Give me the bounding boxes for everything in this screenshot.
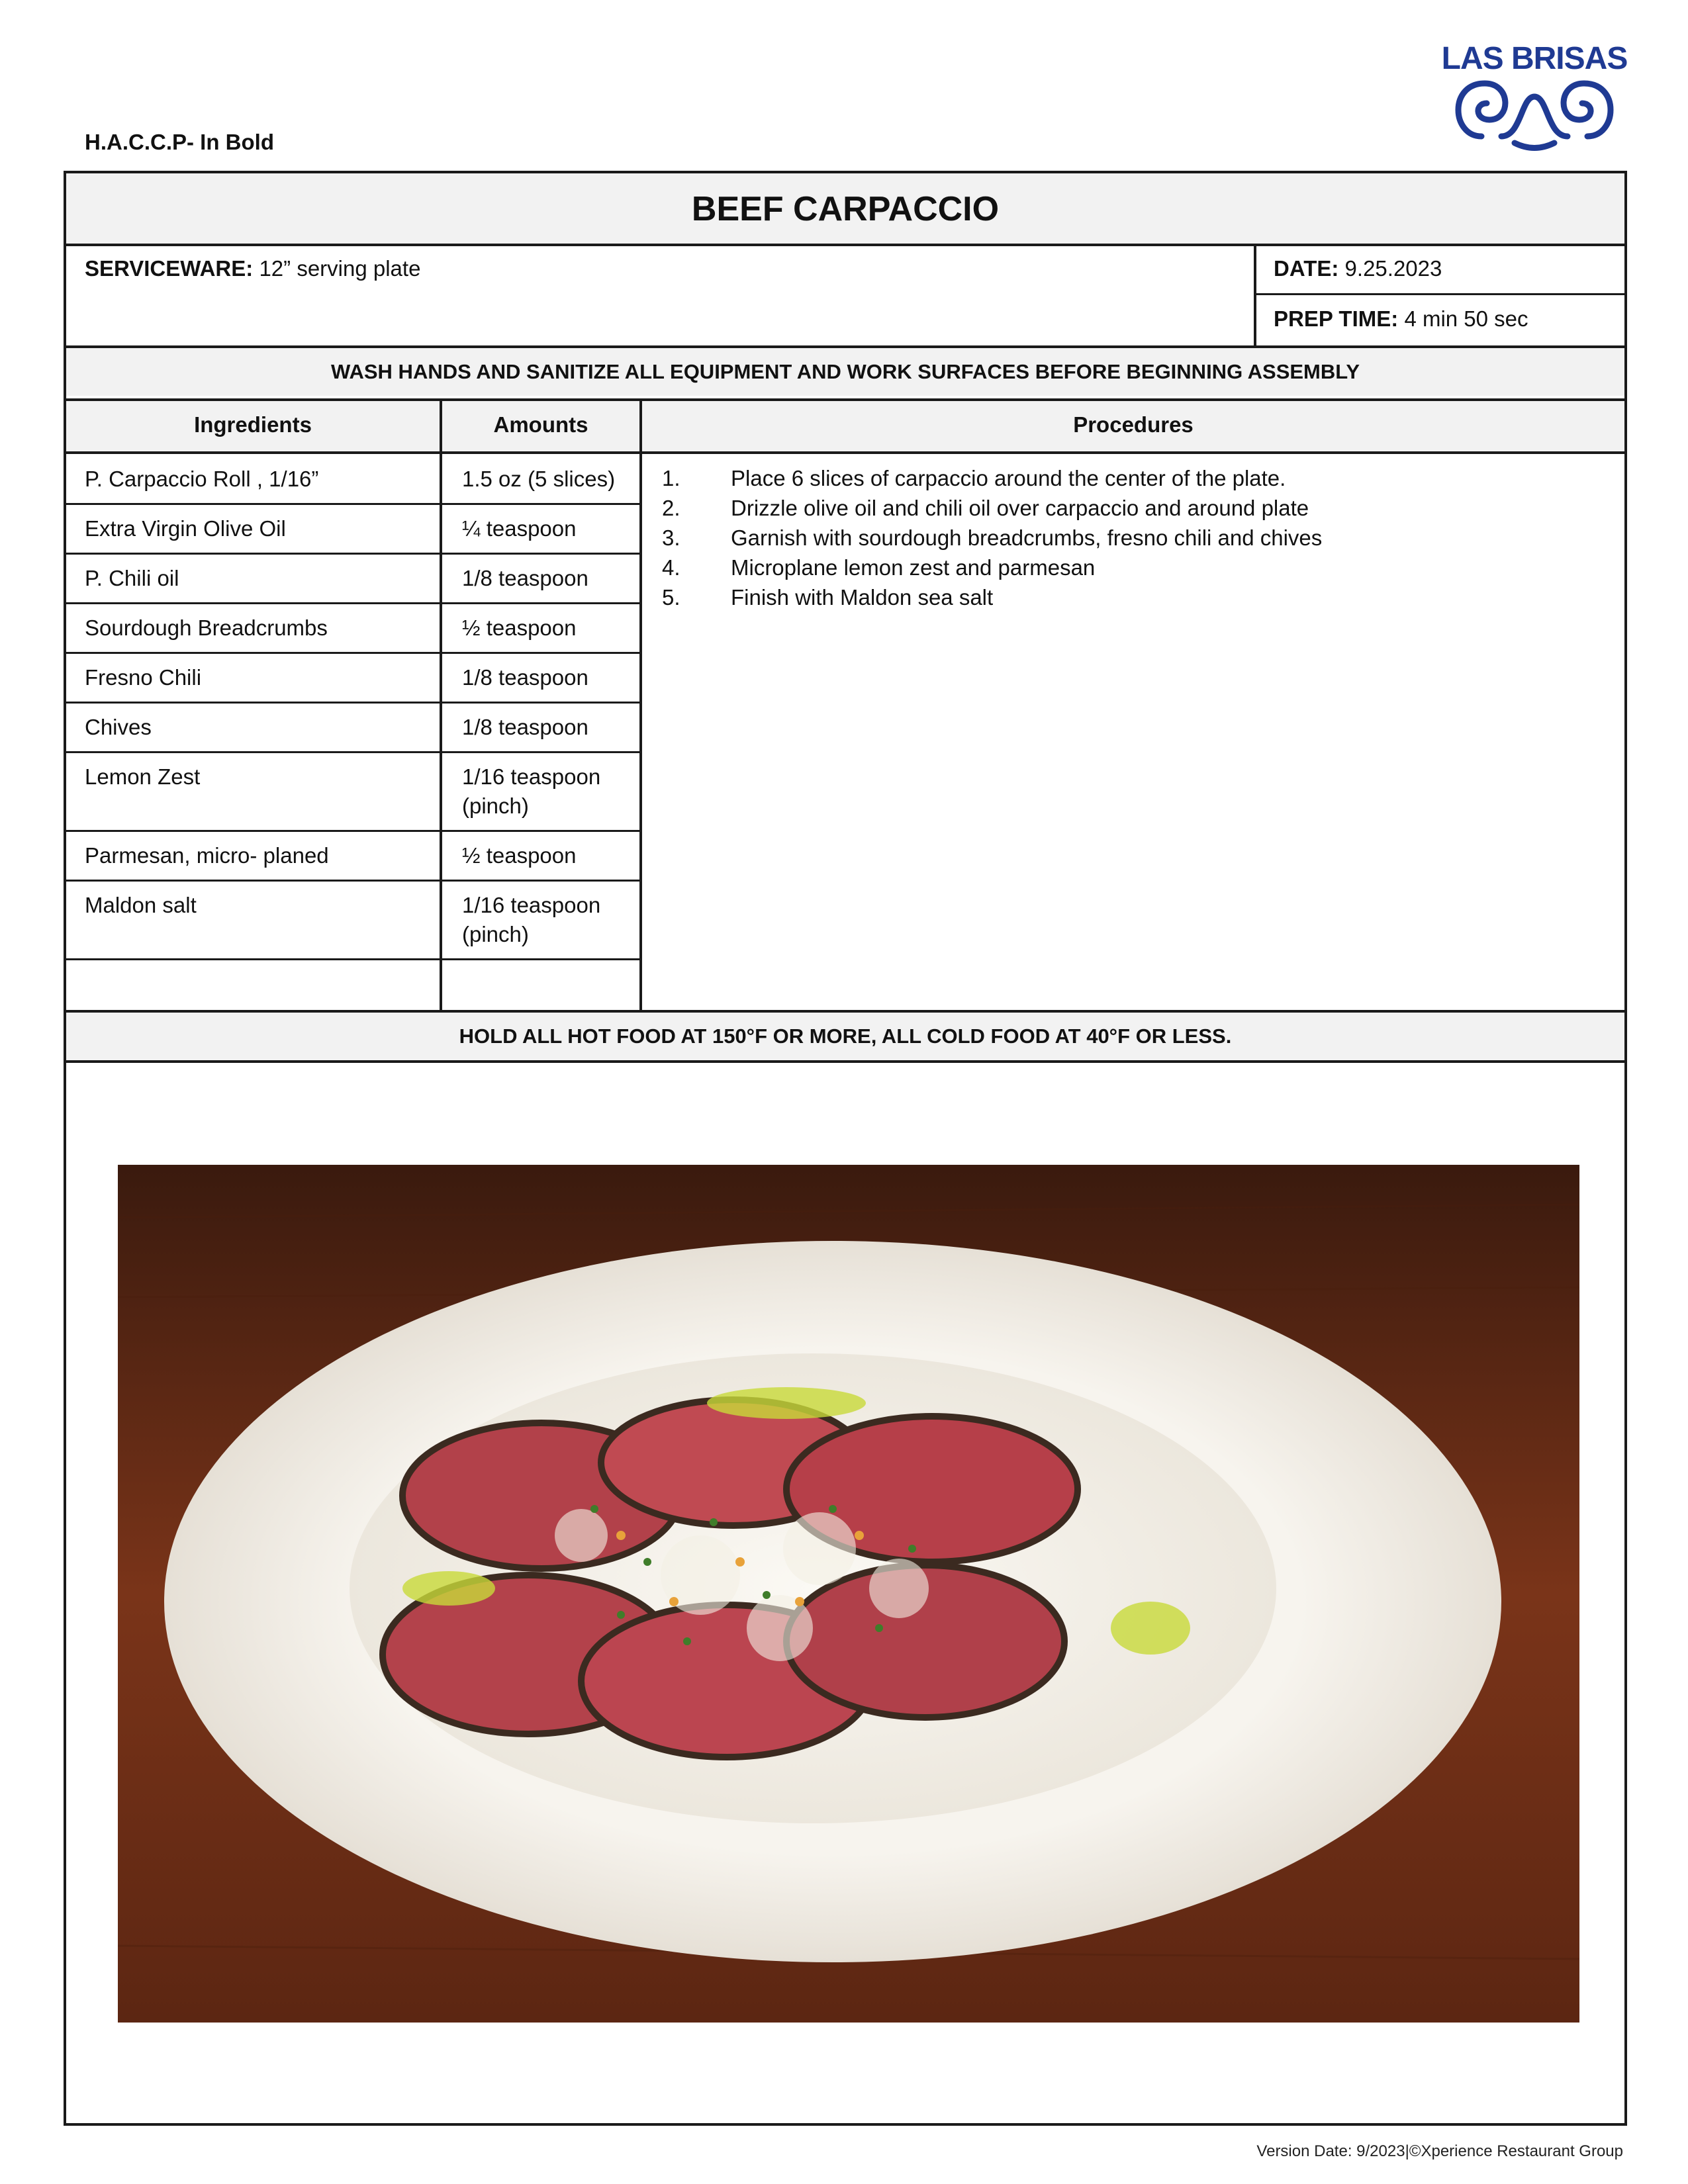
ingredients-header: Ingredients: [194, 412, 312, 437]
procedure-step-text: Place 6 slices of carpaccio around the center of the plate.: [731, 466, 1286, 490]
procedures-header: Procedures: [1073, 412, 1194, 437]
ingredient-name: Parmesan, micro- planed: [85, 843, 329, 868]
version-footer: Version Date: 9/2023|©Xperience Restaurant Group: [1256, 2142, 1623, 2160]
ingredient-name: Lemon Zest: [85, 764, 201, 789]
procedure-step-number: 1.: [662, 466, 680, 490]
las-brisas-logo: [1435, 37, 1634, 153]
ingredient-name: Chives: [85, 715, 152, 739]
ingredient-name: P. Carpaccio Roll , 1/16”: [85, 467, 319, 491]
wash-hands-note: WASH HANDS AND SANITIZE ALL EQUIPMENT AND WORK SURFACES BEFORE BEGINNING ASSEMBLY: [330, 360, 1360, 383]
procedure-step: [662, 463, 1602, 493]
procedure-step: [662, 553, 1602, 582]
ingredient-amount: ½ teaspoon: [462, 843, 577, 868]
procedure-step-number: 4.: [662, 555, 680, 580]
ingredient-amount: ¼ teaspoon: [462, 516, 577, 541]
prep-time-label: PREP TIME:: [1274, 306, 1399, 331]
serviceware-value: 12” serving plate: [259, 256, 421, 281]
procedure-step-text: Drizzle olive oil and chili oil over carpaccio and around plate: [731, 496, 1309, 520]
prep-time-value: 4 min 50 sec: [1404, 306, 1528, 331]
procedure-step-number: 5.: [662, 585, 680, 610]
procedure-step: [662, 493, 1602, 523]
ingredient-amount: 1/16 teaspoon (pinch): [462, 893, 601, 946]
ingredient-name: P. Chili oil: [85, 566, 179, 590]
ingredient-amount: 1/8 teaspoon: [462, 665, 588, 690]
ingredient-name: Maldon salt: [85, 893, 197, 917]
procedures-list: [662, 463, 1602, 612]
procedure-step: [662, 523, 1602, 553]
procedure-step-text: Microplane lemon zest and parmesan: [731, 555, 1096, 580]
procedure-step-number: 3.: [662, 525, 680, 550]
hold-temperature-note: HOLD ALL HOT FOOD AT 150°F OR MORE, ALL COLD FOOD AT 40°F OR LESS.: [459, 1024, 1232, 1048]
date-label: DATE:: [1274, 256, 1339, 281]
date-row: [1274, 254, 1618, 283]
prep-time-row: [1274, 304, 1618, 334]
ingredient-amount: 1/8 teaspoon: [462, 715, 588, 739]
ingredient-amount: 1.5 oz (5 slices): [462, 467, 616, 491]
logo-wordmark: LAS BRISAS: [1441, 41, 1628, 76]
procedure-step-text: Garnish with sourdough breadcrumbs, fresno chili and chives: [731, 525, 1323, 550]
procedures-list-wrap: [662, 463, 1602, 612]
serviceware-row: [85, 254, 1210, 283]
ingredient-name: Sourdough Breadcrumbs: [85, 615, 328, 640]
dish-photo: [118, 1165, 1579, 2023]
ingredient-amount: ½ teaspoon: [462, 615, 577, 640]
ingredient-amount: 1/8 teaspoon: [462, 566, 588, 590]
ingredient-name: Extra Virgin Olive Oil: [85, 516, 286, 541]
procedure-step-text: Finish with Maldon sea salt: [731, 585, 994, 610]
procedure-step-number: 2.: [662, 496, 680, 520]
serviceware-label: SERVICEWARE:: [85, 256, 254, 281]
ingredient-name: Fresno Chili: [85, 665, 202, 690]
procedure-step: [662, 582, 1602, 612]
ingredient-amount: 1/16 teaspoon (pinch): [462, 764, 601, 818]
recipe-title: BEEF CARPACCIO: [691, 190, 1000, 228]
haccp-note: H.A.C.C.P- In Bold: [85, 130, 274, 154]
amounts-header: Amounts: [493, 412, 588, 437]
date-value: 9.25.2023: [1344, 256, 1442, 281]
